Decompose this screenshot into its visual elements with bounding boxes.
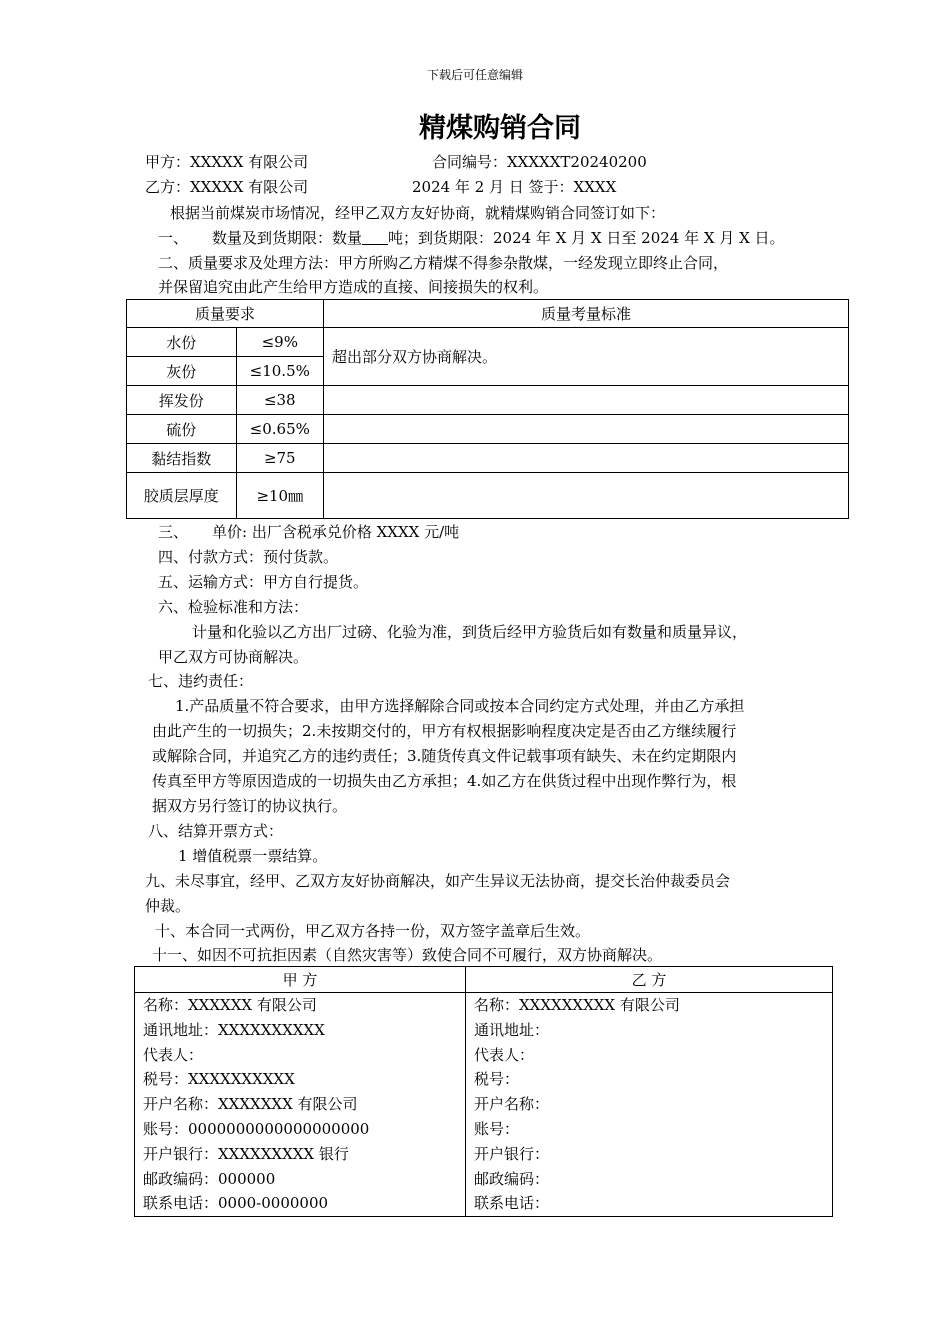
party-a-line: 开户名称：XXXXXXX 有限公司 (143, 1095, 358, 1114)
party-b-line: 税号： (474, 1070, 520, 1089)
clause7-line: 传真至甲方等原因造成的一切损失由乙方承担；4.如乙方在供货过程中出现作弊行为，根 (152, 772, 737, 790)
clause9-line1: 九、未尽事宜，经甲、乙双方友好协商解决，如产生异议无法协商，提交长治仲裁委员会 (145, 872, 731, 890)
quality-value: ≤9% (236, 328, 323, 357)
standard-note: 超出部分双方协商解决。 (324, 328, 849, 386)
header-quality-standard: 质量考量标准 (324, 300, 849, 328)
party-a-info (135, 993, 466, 1217)
signature-header-row (135, 967, 833, 993)
standard-cell-empty (324, 386, 849, 415)
clause7-line: 1.产品质量不符合要求，由甲方选择解除合同或按本合同约定方式处理，并由乙方承担 (175, 697, 745, 715)
party-a-line: 税号：XXXXXXXXXX (143, 1070, 295, 1089)
party-b-line: 通讯地址： (474, 1020, 550, 1039)
clause7-line: 或解除合同，并追究乙方的违约责任；3.随货传真文件记载事项有缺失、未在约定期限内 (152, 747, 737, 765)
clause9-line2: 仲裁。 (145, 897, 191, 915)
quality-item: 灰份 (127, 357, 237, 386)
clause6-line2: 甲乙双方可协商解决。 (158, 648, 309, 666)
clause8-heading: 八、结算开票方式： (148, 822, 284, 840)
buyer-line: 甲方：XXXXX 有限公司 (145, 153, 309, 171)
standard-cell-empty (324, 415, 849, 444)
table-row (127, 444, 849, 473)
contract-number: 合同编号：XXXXXT20240200 (432, 153, 647, 171)
quantity-blank (362, 229, 388, 245)
clause7-line: 据双方另行签订的协议执行。 (152, 797, 348, 815)
clause10: 十、本合同一式两份，甲乙双方各持一份，双方签字盖章后生效。 (155, 922, 591, 940)
clause7-line: 由此产生的一切损失；2.未按期交付的，甲方有权根据影响程度决定是否由乙方继续履行 (152, 722, 737, 740)
party-b-header: 乙 方 (466, 967, 833, 993)
quality-item: 硫份 (127, 415, 237, 444)
clause6-heading: 六、检验标准和方法： (158, 598, 309, 616)
clause2-line1: 二、质量要求及处理方法：甲方所购乙方精煤不得参杂散煤，一经发现立即终止合同， (158, 254, 729, 272)
quality-item: 黏结指数 (127, 444, 237, 473)
clause1-text-after: 吨；到货期限：2024 年 X 月 X 日至 2024 年 X 月 X 日。 (388, 229, 785, 247)
party-a-line: 开户银行：XXXXXXXXX 银行 (143, 1144, 349, 1163)
seller-line: 乙方：XXXXX 有限公司 (145, 178, 309, 196)
table-row (127, 328, 849, 357)
table-row (127, 473, 849, 519)
quality-value: ≥10㎜ (236, 473, 323, 519)
quality-value: ≤38 (236, 386, 323, 415)
standard-cell-empty (324, 473, 849, 519)
clause11: 十一、如因不可抗拒因素（自然灾害等）致使合同不可履行，双方协商解决。 (152, 946, 663, 964)
clause3-prefix: 三、 (158, 523, 189, 541)
quality-value: ≥75 (236, 444, 323, 473)
party-a-line: 通讯地址：XXXXXXXXXX (143, 1020, 325, 1039)
party-b-line: 邮政编码： (474, 1169, 550, 1188)
quality-table-header (127, 300, 849, 328)
clause1-prefix: 一、 (158, 229, 189, 247)
party-a-line: 名称：XXXXXX 有限公司 (143, 996, 317, 1014)
party-a-header: 甲 方 (135, 967, 466, 993)
clause2-line2: 并保留追究由此产生给甲方造成的直接、间接损失的权利。 (158, 278, 549, 296)
clause3-unit-price: 单价: 出厂含税承兑价格 XXXX 元/吨 (212, 523, 460, 541)
party-b-line: 开户名称： (474, 1095, 550, 1114)
table-row (127, 386, 849, 415)
header-note: 下载后可任意编辑 (426, 68, 523, 82)
party-b-line: 开户银行： (474, 1144, 550, 1163)
quality-table (126, 299, 849, 519)
party-b-line: 账号： (474, 1119, 520, 1138)
clause7-heading: 七、违约责任： (148, 672, 254, 690)
party-a-line: 代表人： (143, 1045, 204, 1064)
standard-cell-empty (324, 444, 849, 473)
signature-body-row (135, 993, 833, 1217)
clause6-line1: 计量和化验以乙方出厂过磅、化验为准，到货后经甲方验货后如有数量和质量异议， (192, 623, 748, 641)
clause1-quantity-deadline (212, 226, 785, 250)
party-a-line: 联系电话：0000-0000000 (143, 1194, 329, 1213)
clause5-transport: 五、运输方式：甲方自行提货。 (158, 573, 369, 591)
party-b-line: 代表人： (474, 1045, 535, 1064)
contract-title: 精煤购销合同 (419, 113, 581, 144)
quality-value: ≤0.65% (236, 415, 323, 444)
party-b-line: 名称：XXXXXXXXX 有限公司 (474, 996, 680, 1014)
quality-item: 胶质层厚度 (127, 473, 237, 519)
party-b-info (466, 993, 833, 1217)
clause1-text-before: 数量及到货期限：数量 (212, 229, 363, 247)
header-quality-requirement: 质量要求 (127, 300, 324, 328)
party-a-line: 账号：0000000000000000000 (143, 1119, 370, 1138)
quality-item: 水份 (127, 328, 237, 357)
signing-date-place: 2024 年 2 月 日 签于：XXXX (412, 178, 617, 196)
clause4-payment: 四、付款方式：预付货款。 (158, 548, 339, 566)
quality-item: 挥发份 (127, 386, 237, 415)
clause8-text: 1 增值税票一票结算。 (178, 847, 328, 865)
intro-paragraph: 根据当前煤炭市场情况，经甲乙双方友好协商，就精煤购销合同签订如下： (170, 204, 666, 222)
party-a-line: 邮政编码：000000 (143, 1169, 276, 1188)
table-row (127, 415, 849, 444)
quality-value: ≤10.5% (236, 357, 323, 386)
party-b-line: 联系电话： (474, 1194, 550, 1213)
signature-table (134, 966, 833, 1217)
